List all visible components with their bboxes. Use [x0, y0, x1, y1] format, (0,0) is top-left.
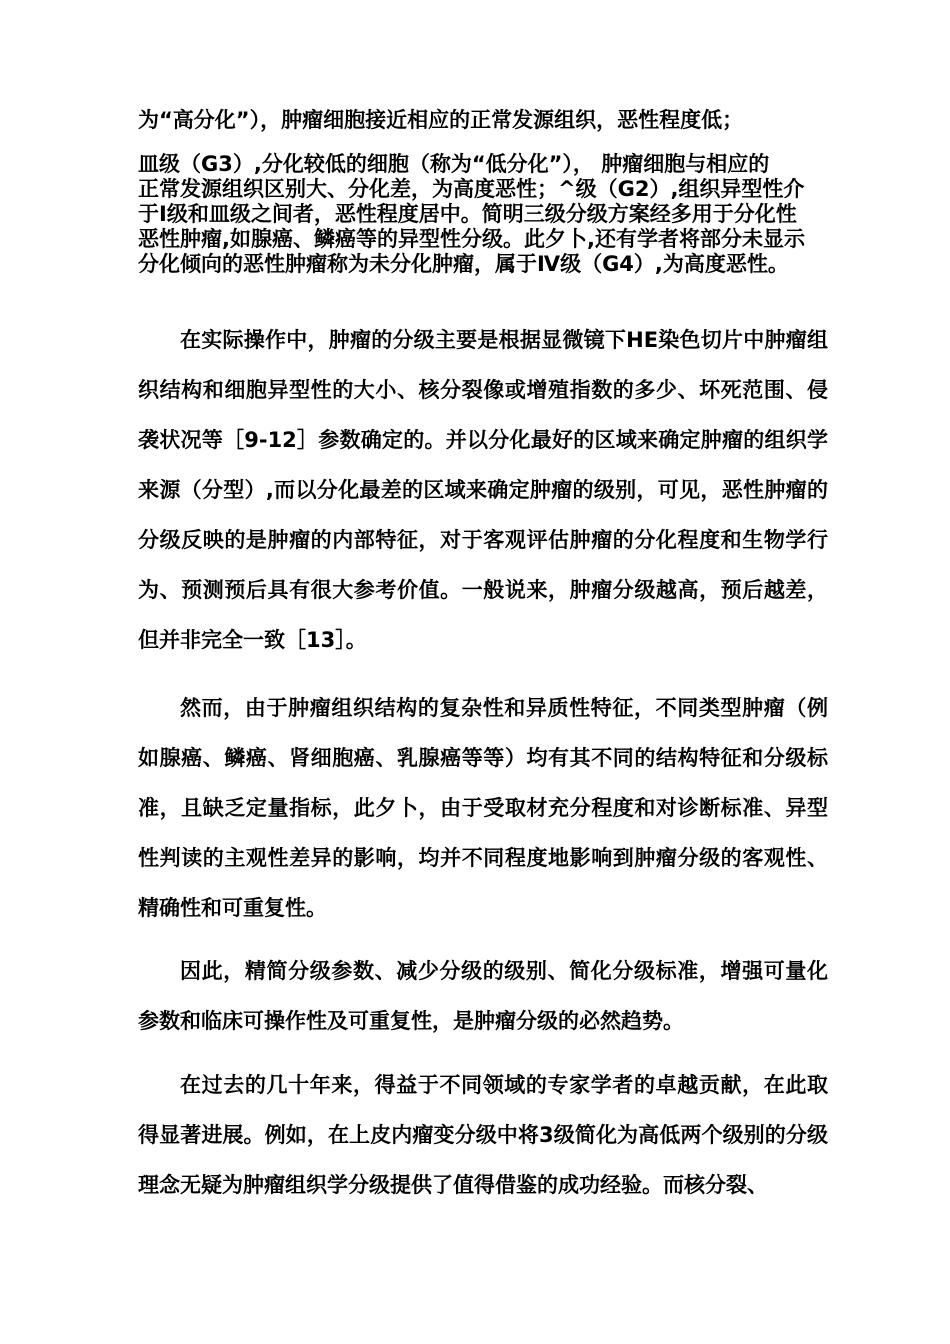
paragraph-heterogeneity: 然而，由于肿瘤组织结构的复杂性和异质性特征，不同类型肿瘤（例如腺癌、鳞癌、肾细胞癌、乳腺癌等等）均有其不同的结构特征和分级标准，且缺乏定量指标，此夕卜，由于受取材充分程度和对诊断标准、异型性判读的主观性差异的影响，均并不同程度地影响到肿瘤分级的客观性、精确性和可重复性。 [138, 696, 828, 920]
text-line-3: 正常发源组织区别大、分化差，为高度恶性；^级（G2）,组织异型性介 [138, 177, 805, 201]
text-line-5: 恶性肿瘤,如腺癌、鳞癌等的异型性分级。此夕卜,还有学者将部分未显示 [138, 227, 805, 251]
text-line-1: 为“高分化”），肿瘤细胞接近相应的正常发源组织，恶性程度低； [138, 108, 744, 132]
text-line-4: 于Ⅰ级和皿级之间者，恶性程度居中。简明三级分级方案经多用于分化性 [138, 202, 797, 226]
text-line-2: 皿级（G3）,分化较低的细胞（称为“低分化”）， 肿瘤细胞与相应的 [138, 152, 770, 176]
text-line-6: 分化倾向的恶性肿瘤称为未分化肿瘤，属于Ⅳ级（G4）,为高度恶性。 [138, 252, 789, 276]
paragraph-progress: 在过去的几十年来，得益于不同领域的专家学者的卓越贡献，在此取得显著进展。例如，在上皮内瘤变分级中将3级简化为高低两个级别的分级理念无疑为肿瘤组织学分级提供了值得借鉴的成功经验。而核分裂、 [138, 1073, 828, 1197]
paragraph-trend: 因此，精简分级参数、减少分级的级别、简化分级标准，增强可量化参数和临床可操作性及可重复性，是肿瘤分级的必然趋势。 [138, 959, 828, 1033]
paragraph-grading-practice: 在实际操作中，肿瘤的分级主要是根据显微镜下HE染色切片中肿瘤组织结构和细胞异型性的大小、核分裂像或增殖指数的多少、坏死范围、侵袭状况等［9-12］参数确定的。并以分化最好的区域来确定肿瘤的组织学来源（分型）,而以分化最差的区域来确定肿瘤的级别，可见，恶性肿瘤的分级反映的是肿瘤的内部特征，对于客观评估肿瘤的分化程度和生物学行为、预测预后具有很大参考价值。一般说来，肿瘤分级越高，预后越差，但并非完全一致［13］。 [138, 328, 828, 652]
